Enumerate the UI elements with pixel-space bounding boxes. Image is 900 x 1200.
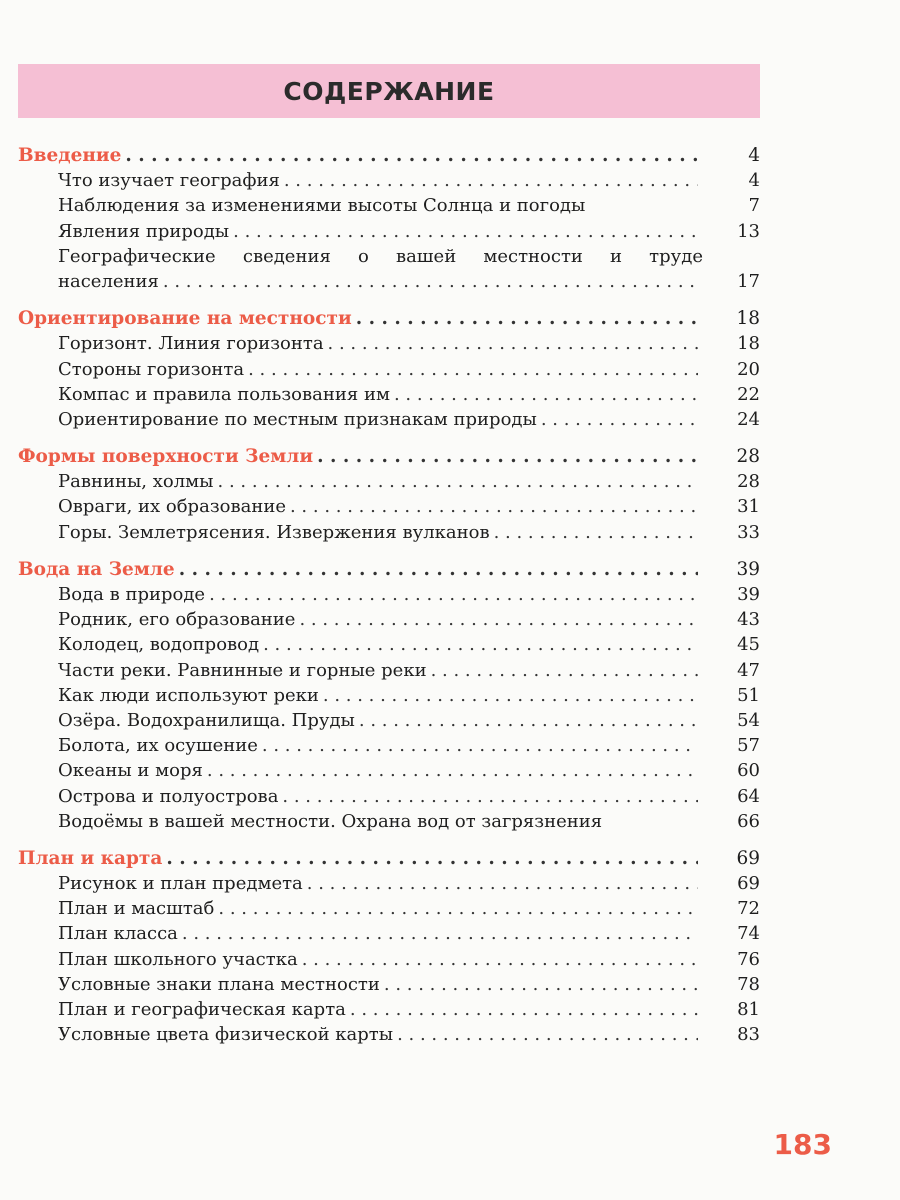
entry-label: Океаны и моря [58, 760, 203, 782]
toc-entry[interactable] [18, 382, 760, 407]
section-title: Формы поверхности Земли [18, 446, 314, 468]
entry-label: Болота, их осушение [58, 735, 258, 757]
toc-entry[interactable] [18, 331, 760, 356]
section-page: 39 [736, 558, 760, 580]
section-page: 4 [748, 145, 760, 166]
page-number: 183 [773, 1128, 832, 1161]
table-of-contents [18, 143, 760, 1059]
entry-label: Горы. Землетрясения. Извержения вулканов [58, 521, 490, 543]
entry-label: Острова и полуострова [58, 785, 279, 807]
dot-leader [290, 494, 698, 519]
entry-label: План и масштаб [58, 898, 215, 920]
dot-leader [328, 331, 698, 356]
toc-entry[interactable] [18, 494, 760, 519]
dot-leader [209, 582, 698, 607]
entry-label: Части реки. Равнинные и горные реки [58, 659, 427, 681]
toc-section [18, 846, 760, 1048]
entry-page: 64 [737, 785, 760, 807]
dot-leader [262, 733, 698, 758]
entry-label: Водоёмы в вашей местности. Охрана вод от загрязнения [58, 810, 603, 832]
toc-entry[interactable] [18, 708, 760, 733]
entry-label: Компас и правила пользования им [58, 383, 390, 405]
toc-entry[interactable] [18, 582, 760, 607]
dot-leader [207, 758, 698, 783]
entry-page: 60 [737, 760, 760, 782]
toc-entry[interactable] [18, 607, 760, 632]
entry-label: План школьного участка [58, 948, 298, 970]
dot-leader [350, 997, 698, 1022]
dot-leader [541, 407, 698, 432]
section-heading-row[interactable] [18, 846, 760, 871]
section-heading-row[interactable] [18, 557, 760, 582]
toc-entry[interactable] [18, 683, 760, 708]
toc-section [18, 557, 760, 834]
entry-label: План класса [58, 923, 178, 945]
section-page: 69 [736, 847, 760, 869]
dot-leader [384, 972, 698, 997]
entry-label-line1: Географические сведения о вашей местности и труде [58, 245, 703, 267]
dot-leader [248, 357, 698, 382]
entry-label: Колодец, водопровод [58, 634, 260, 656]
dot-leader [359, 708, 698, 733]
section-heading-row[interactable] [18, 143, 760, 168]
entry-label: Вода в природе [58, 584, 206, 605]
dot-leader [284, 168, 698, 193]
dot-leader [182, 921, 698, 946]
dot-leader [299, 607, 698, 632]
dot-leader [263, 632, 698, 657]
toc-entry[interactable] [18, 921, 760, 946]
toc-entry[interactable] [18, 357, 760, 382]
entry-label: Что изучает география [58, 170, 280, 192]
toc-entry[interactable] [18, 784, 760, 809]
entry-label: Стороны горизонта [58, 358, 245, 380]
section-page: 18 [736, 308, 760, 330]
entry-label: Равнины, холмы [58, 471, 214, 493]
toc-entry[interactable] [18, 947, 760, 972]
toc-entry[interactable] [18, 193, 760, 218]
dot-leader [218, 469, 699, 494]
dot-leader [356, 306, 698, 331]
dot-leader [323, 683, 698, 708]
section-title: План и карта [18, 847, 163, 869]
entry-label: Явления природы [58, 220, 230, 242]
entry-label: Рисунок и план предмета [58, 873, 303, 895]
entry-label: Ориентирование по местным признакам природы [58, 408, 537, 430]
toc-entry[interactable] [18, 632, 760, 657]
entry-page: 31 [737, 496, 760, 518]
section-title: Введение [18, 145, 122, 166]
dot-leader [166, 846, 698, 871]
toc-entry[interactable] [18, 972, 760, 997]
entry-page: 72 [737, 898, 760, 920]
entry-page: 33 [737, 521, 760, 543]
toc-entry[interactable] [18, 658, 760, 683]
entry-page: 47 [737, 659, 760, 681]
entry-label: План и географическая карта [58, 999, 346, 1020]
toc-entry[interactable] [18, 219, 760, 244]
toc-entry[interactable] [18, 896, 760, 921]
entry-page: 4 [748, 170, 760, 192]
entry-page: 7 [748, 195, 760, 217]
entry-page: 43 [737, 609, 760, 631]
dot-leader [394, 382, 698, 407]
entry-page: 51 [737, 684, 760, 706]
entry-label-line2: населения [58, 270, 159, 292]
dot-leader [125, 143, 698, 168]
toc-section [18, 444, 760, 545]
dot-leader [218, 896, 698, 921]
entry-label: Овраги, их образование [58, 496, 286, 518]
entry-label: Условные знаки плана местности [58, 973, 380, 995]
entry-page: 54 [737, 709, 760, 731]
entry-label: Условные цвета физической карты [58, 1024, 394, 1046]
entry-page: 22 [737, 383, 760, 405]
dot-leader [302, 947, 698, 972]
entry-page: 20 [737, 358, 760, 380]
section-heading-row[interactable] [18, 444, 760, 469]
page-title: СОДЕРЖАНИЕ [283, 76, 495, 106]
title-banner [18, 64, 760, 118]
entry-label: Как люди используют реки [58, 684, 319, 706]
toc-entry[interactable] [18, 469, 760, 494]
dot-leader [431, 658, 698, 683]
section-page: 28 [736, 446, 760, 468]
entry-page: 81 [737, 999, 760, 1020]
section-title: Ориентирование на местности [18, 308, 352, 330]
toc-entry[interactable] [18, 733, 760, 758]
entry-page: 74 [737, 923, 760, 945]
section-heading-row[interactable] [18, 306, 760, 331]
toc-entry[interactable] [18, 244, 760, 294]
entry-page: 76 [737, 948, 760, 970]
toc-entry[interactable] [18, 520, 760, 545]
dot-leader [494, 520, 698, 545]
entry-page: 18 [737, 333, 760, 355]
toc-entry[interactable] [18, 809, 760, 834]
dot-leader [163, 269, 698, 294]
toc-entry[interactable] [18, 758, 760, 783]
entry-label: Озёра. Водохранилища. Пруды [58, 709, 355, 731]
entry-page: 39 [737, 584, 760, 605]
entry-label: Родник, его образование [58, 609, 296, 631]
dot-leader [282, 784, 698, 809]
entry-page: 45 [737, 634, 760, 656]
entry-page: 28 [737, 471, 760, 493]
dot-leader [233, 219, 698, 244]
entry-page: 17 [737, 270, 760, 292]
entry-page: 57 [737, 735, 760, 757]
toc-section [18, 143, 760, 294]
dot-leader [317, 444, 698, 469]
section-title: Вода на Земле [18, 558, 175, 580]
dot-leader [179, 557, 698, 582]
entry-page: 13 [737, 220, 760, 242]
toc-entry[interactable] [18, 1022, 760, 1047]
entry-page: 78 [737, 973, 760, 995]
entry-page: 66 [737, 810, 760, 832]
dot-leader [397, 1022, 698, 1047]
toc-section [18, 306, 760, 432]
toc-entry[interactable] [18, 871, 760, 896]
entry-page: 69 [737, 873, 760, 895]
dot-leader [307, 871, 698, 896]
toc-entry[interactable] [18, 407, 760, 432]
entry-page: 83 [737, 1024, 760, 1046]
entry-label: Наблюдения за изменениями высоты Солнца и погоды [58, 195, 586, 217]
toc-entry[interactable] [18, 168, 760, 193]
entry-label: Горизонт. Линия горизонта [58, 333, 324, 355]
entry-page: 24 [737, 408, 760, 430]
toc-entry[interactable] [18, 997, 760, 1022]
